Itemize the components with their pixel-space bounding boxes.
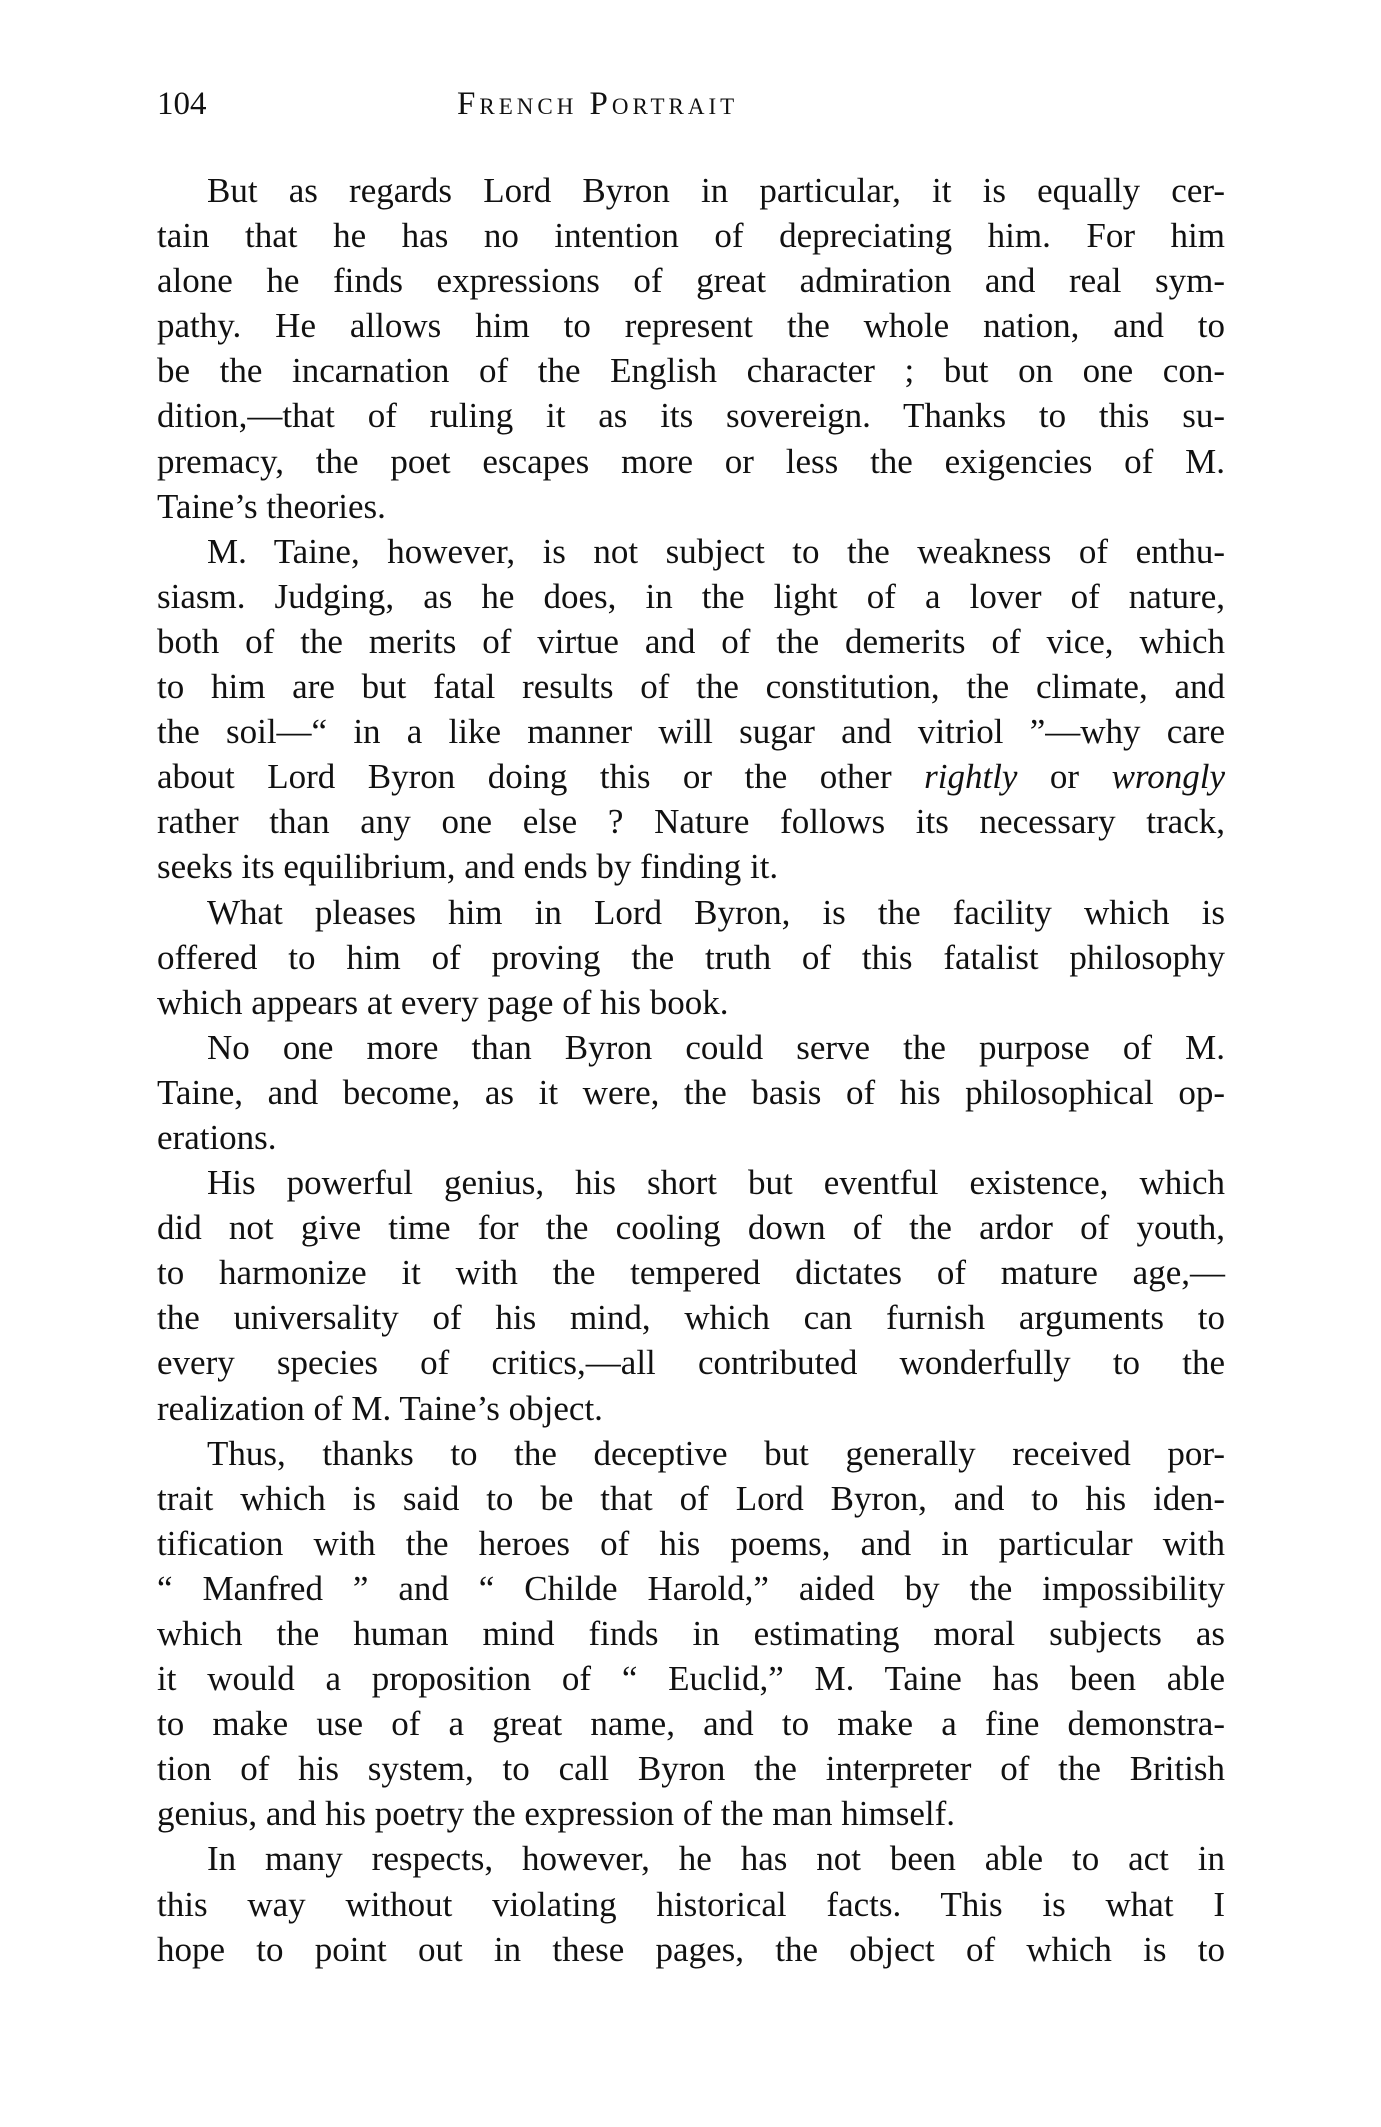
text-line: which appears at every page of his book. (157, 982, 729, 1022)
text-line: alone he finds expressions of great admiration and real sym- (157, 261, 1225, 301)
text-line: But as regards Lord Byron in particular, it is equally cer- (207, 171, 1225, 210)
running-head-title: French Portrait (457, 86, 739, 122)
text-line: to make use of a great name, and to make a fine demonstra- (157, 1704, 1225, 1744)
italic-word: rightly (924, 757, 1018, 797)
text-line: tification with the heroes of his poems, and in particular with (157, 1523, 1225, 1563)
text-line: did not give time for the cooling down of the ardor of youth, (157, 1208, 1225, 1248)
page-body-text (157, 168, 1225, 1972)
text-line: dition,—that of ruling it as its sovereign. Thanks to this su- (157, 396, 1225, 436)
text-line: Thus, thanks to the deceptive but generally received por- (207, 1433, 1225, 1473)
text-line: to harmonize it with the tempered dictates of mature age,— (157, 1253, 1225, 1293)
text-line: hope to point out in these pages, the object of which is to (157, 1929, 1225, 1969)
text-line: every species of critics,—all contributed wonderfully to the (157, 1343, 1225, 1383)
running-header (157, 86, 1227, 126)
italic-word: wrongly (1111, 757, 1225, 797)
text-line: tion of his system, to call Byron the interpreter of the British (157, 1749, 1225, 1789)
text-line: His powerful genius, his short but eventful existence, which (207, 1163, 1225, 1203)
text-line: In many respects, however, he has not been able to act in (207, 1839, 1225, 1879)
text-line: trait which is said to be that of Lord Byron, and to his iden- (157, 1478, 1225, 1518)
text-line: Taine’s theories. (157, 486, 386, 526)
text-line: tain that he has no intention of depreciating him. For him (157, 216, 1225, 256)
text-line: pathy. He allows him to represent the whole nation, and to (157, 306, 1225, 346)
text-line: the soil—“ in a like manner will sugar and vitriol ”—why care (157, 712, 1225, 752)
text-line: this way without violating historical facts. This is what I (157, 1884, 1225, 1924)
text-line: about Lord Byron doing this or the other rightly or wrongly (157, 757, 1225, 797)
text-line: rather than any one else ? Nature follows its necessary track, (157, 802, 1225, 842)
text-line: erations. (157, 1117, 277, 1157)
text-line: siasm. Judging, as he does, in the light of a lover of nature, (157, 576, 1225, 616)
text-line: What pleases him in Lord Byron, is the facility which is (207, 892, 1225, 932)
text-line: seeks its equilibrium, and ends by finding it. (157, 847, 779, 887)
text-line: Taine, and become, as it were, the basis of his philosophical op- (157, 1072, 1225, 1112)
text-line: genius, and his poetry the expression of the man himself. (157, 1794, 956, 1834)
text-line: offered to him of proving the truth of this fatalist philosophy (157, 937, 1225, 977)
text-line: realization of M. Taine’s object. (157, 1388, 603, 1428)
page-number: 104 (157, 86, 207, 122)
text-line: No one more than Byron could serve the purpose of M. (207, 1027, 1225, 1067)
text-line: M. Taine, however, is not subject to the weakness of enthu- (207, 531, 1225, 571)
text-line: “ Manfred ” and “ Childe Harold,” aided by the impossibility (157, 1568, 1225, 1608)
text-line: it would a proposition of “ Euclid,” M. Taine has been able (157, 1659, 1225, 1699)
text-line: the universality of his mind, which can furnish arguments to (157, 1298, 1225, 1338)
text-line: be the incarnation of the English character ; but on one con- (157, 351, 1225, 391)
text-line: premacy, the poet escapes more or less the exigencies of M. (157, 441, 1225, 481)
text-line: which the human mind finds in estimating moral subjects as (157, 1614, 1225, 1653)
text-line: to him are but fatal results of the constitution, the climate, and (157, 667, 1225, 707)
text-line: both of the merits of virtue and of the demerits of vice, which (157, 621, 1225, 661)
